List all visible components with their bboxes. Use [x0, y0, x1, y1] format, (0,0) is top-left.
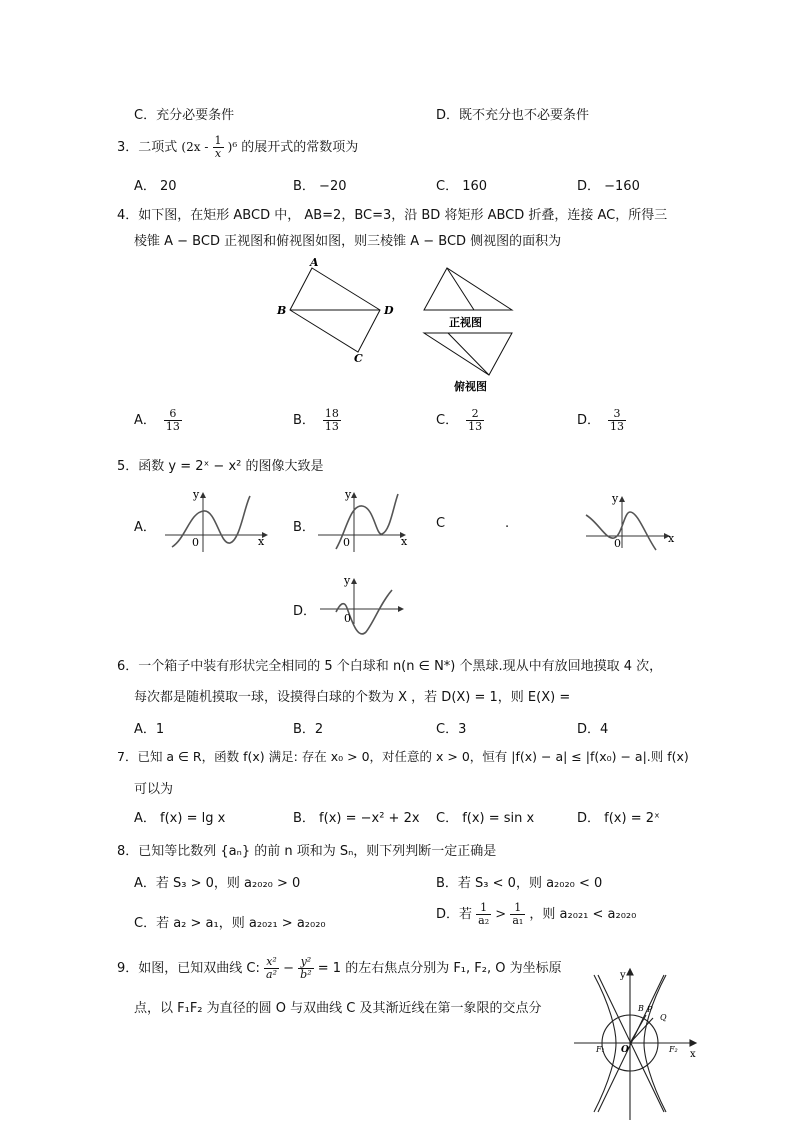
- q4-label-c: C: [354, 352, 363, 365]
- q8-option-c: C．若 a₂ > a₁，则 a₂₀₂₁ > a₂₀₂₀: [134, 916, 326, 931]
- svg-text:0: 0: [343, 536, 350, 549]
- svg-text:O: O: [621, 1045, 629, 1055]
- svg-text:x: x: [401, 535, 408, 548]
- svg-text:x: x: [258, 535, 265, 548]
- q5-option-b-label: B．: [293, 520, 315, 535]
- svg-text:x: x: [690, 1049, 696, 1060]
- q3-option-a: A． 20: [134, 179, 177, 194]
- q4-label-b: B: [277, 304, 287, 317]
- q6-line1: 6．一个箱子中装有形状完全相同的 5 个白球和 n(n ∈ N*) 个黑球.现从中有放回地摸取 4 次，: [117, 659, 663, 674]
- q3-option-c: C． 160: [436, 179, 488, 194]
- svg-text:x: x: [668, 532, 675, 545]
- q4-option-c: C． $\frac{2}{13}$: [436, 407, 483, 433]
- q5-stem: 5．函数 y = 2ˣ − x² 的图像大致是: [117, 459, 324, 474]
- q4-label-a: A: [310, 256, 319, 269]
- q7-option-b: B． f(x) = −x² + 2x: [293, 811, 420, 826]
- q4-option-a: A． $\frac{6}{13}$: [134, 407, 180, 433]
- q3-prefix: 3．二项式: [117, 140, 178, 155]
- svg-text:F₂: F₂: [669, 1045, 678, 1054]
- q3-fraction: $\frac{1}{x}$: [214, 134, 222, 160]
- q7-option-a: A． f(x) = lg x: [134, 811, 226, 826]
- q7-line2: 可以为: [134, 782, 174, 797]
- q4-front-view-label: 正视图: [449, 316, 482, 329]
- svg-text:P: P: [647, 1005, 653, 1014]
- q3-expr-power: )⁶: [227, 140, 238, 154]
- q8-stem: 8．已知等比数列 {aₙ} 的前 n 项和为 Sₙ，则下列判断一定正确是: [117, 844, 497, 859]
- q8-option-a: A．若 S₃ > 0，则 a₂₀₂₀ > 0: [134, 876, 301, 891]
- q5-option-c-label: C: [436, 516, 446, 531]
- q7-line1: 7．已知 a ∈ R，函数 f(x) 满足: 存在 x₀ > 0，对任意的 x > 0，恒有 |f(x) − a| ≤ |f(x₀) − a|.则 f(x): [117, 749, 689, 764]
- svg-text:y: y: [344, 574, 351, 587]
- svg-text:Q: Q: [660, 1013, 667, 1022]
- q8-option-b: B．若 S₃ < 0，则 a₂₀₂₀ < 0: [436, 876, 603, 891]
- svg-text:F₁: F₁: [596, 1045, 605, 1054]
- svg-text:B: B: [638, 1004, 644, 1013]
- q3-option-d: D． −160: [577, 179, 640, 194]
- q4-option-d: D． $\frac{3}{13}$: [577, 407, 625, 433]
- q5-option-c-dot: .: [505, 516, 510, 531]
- q7-option-d: D． f(x) = 2ˣ: [577, 811, 660, 826]
- svg-text:0: 0: [344, 612, 351, 625]
- q4-top-view-label: 俯视图: [454, 380, 487, 393]
- svg-text:y: y: [612, 492, 619, 505]
- q7-option-c: C． f(x) = sin x: [436, 811, 535, 826]
- q4-option-b: B． $\frac{18}{13}$: [293, 407, 339, 433]
- q3-suffix: 的展开式的常数项为: [241, 140, 359, 155]
- svg-text:y: y: [345, 488, 352, 501]
- q9-line1: 9．如图，已知双曲线 C: $\frac{\text{x²}}{\text{a²}}$ − $\frac{\text{y²}}{\text{b²}}$ = 1 的左右焦点分别为 F₁, F₂, O 为坐标原: [117, 955, 562, 981]
- q6-line2: 每次都是随机摸取一球，设摸得白球的个数为 X ，若 D(X) = 1，则 E(X) =: [134, 690, 571, 705]
- q5-option-a-label: A．: [134, 520, 156, 535]
- q6-option-d: D．4: [577, 722, 609, 737]
- q9-line2: 点，以 F₁F₂ 为直径的圆 O 与双曲线 C 及其渐近线在第一象限的交点分: [134, 1001, 542, 1016]
- q8-option-d: D．若 $\frac{1}{\text{a₂}}$ > $\frac{1}{\text{a₁}}$ ，则 a₂₀₂₁ < a₂₀₂₀: [436, 901, 637, 927]
- svg-text:y: y: [620, 970, 626, 981]
- svg-text:0: 0: [192, 536, 199, 549]
- q3-option-b: B． −20: [293, 179, 347, 194]
- q6-option-a: A．1: [134, 722, 165, 737]
- svg-text:0: 0: [614, 537, 621, 550]
- q4-label-d: D: [384, 304, 394, 317]
- q4-line2: 棱锥 A − BCD 正视图和俯视图如图，则三棱锥 A − BCD 侧视图的面积为: [134, 234, 562, 249]
- q2-option-d: D．既不充分也不必要条件: [436, 108, 590, 123]
- q6-option-c: C．3: [436, 722, 467, 737]
- q3-expr-left: (2x -: [181, 140, 209, 154]
- q6-option-b: B．2: [293, 722, 324, 737]
- q5-option-d-label: D．: [293, 604, 317, 619]
- q4-line1: 4．如下图，在矩形 ABCD 中， AB=2，BC=3，沿 BD 将矩形 ABCD 折叠，连接 AC，所得三: [117, 208, 668, 223]
- svg-text:y: y: [193, 488, 200, 501]
- q2-option-c: C．充分必要条件: [134, 108, 235, 123]
